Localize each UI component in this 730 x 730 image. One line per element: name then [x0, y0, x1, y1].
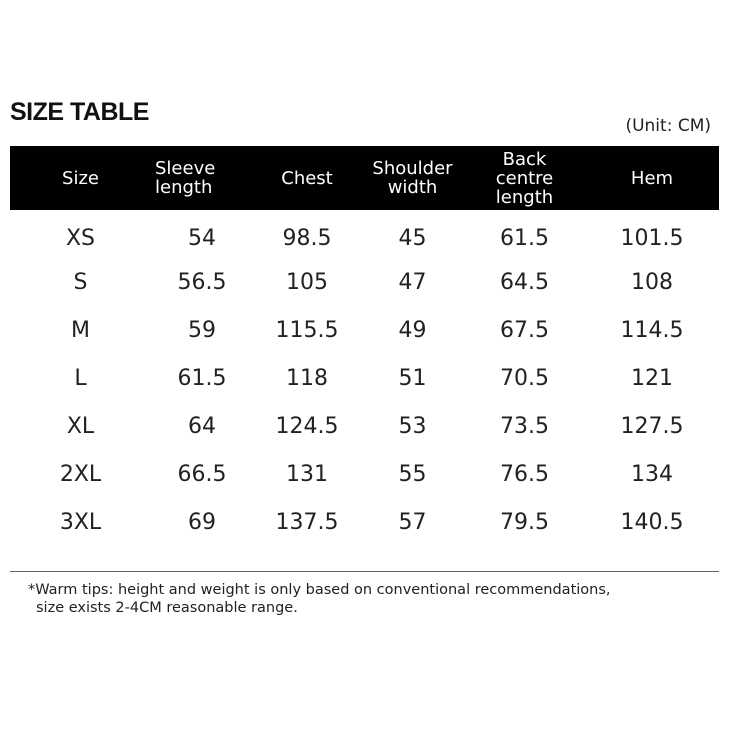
cell-size: 2XL — [59, 461, 102, 487]
cell-sleeve-length: 69 — [188, 509, 216, 535]
cell-back-centre-length: 70.5 — [500, 365, 549, 391]
cell-shoulder-width: 47 — [398, 269, 427, 295]
cell-back-centre-length: 64.5 — [500, 269, 549, 295]
table-row — [10, 306, 719, 354]
table-row — [10, 258, 719, 306]
page-title: SIZE TABLE — [10, 98, 149, 126]
cell-shoulder-width: 45 — [398, 225, 427, 251]
column-header-back-centre-length: Back centre length — [495, 148, 554, 208]
cell-chest: 115.5 — [275, 317, 339, 343]
cell-chest: 118 — [286, 365, 328, 391]
cell-shoulder-width: 51 — [398, 365, 427, 391]
column-header-sleeve-length: Sleeve length — [155, 158, 216, 198]
table-header-row — [10, 146, 719, 210]
table-row — [10, 498, 719, 546]
cell-size: XL — [66, 413, 95, 439]
cell-chest: 98.5 — [282, 225, 332, 251]
cell-sleeve-length: 54 — [188, 225, 216, 251]
table-row — [10, 354, 719, 402]
cell-hem: 108 — [631, 269, 673, 295]
cell-back-centre-length: 79.5 — [500, 509, 549, 535]
table-row — [10, 402, 719, 450]
column-header-hem: Hem — [630, 167, 674, 189]
column-header-size: Size — [62, 167, 99, 189]
cell-back-centre-length: 61.5 — [500, 225, 549, 251]
cell-sleeve-length: 59 — [188, 317, 216, 343]
table-row — [10, 450, 719, 498]
cell-size: 3XL — [59, 509, 102, 535]
cell-sleeve-length: 66.5 — [177, 461, 227, 487]
cell-chest: 124.5 — [275, 413, 339, 439]
footnote — [28, 581, 708, 617]
cell-hem: 101.5 — [620, 225, 684, 251]
cell-size: L — [74, 365, 87, 391]
cell-sleeve-length: 64 — [188, 413, 216, 439]
footnote-line-1: *Warm tips: height and weight is only based on conventional recommendations, — [28, 582, 611, 598]
cell-back-centre-length: 67.5 — [500, 317, 549, 343]
cell-chest: 131 — [286, 461, 328, 487]
column-header-shoulder-width: Shoulder width — [372, 158, 453, 198]
cell-chest: 137.5 — [275, 509, 339, 535]
cell-hem: 127.5 — [620, 413, 684, 439]
cell-hem: 114.5 — [620, 317, 684, 343]
cell-back-centre-length: 76.5 — [500, 461, 549, 487]
table-body — [10, 210, 719, 546]
cell-shoulder-width: 57 — [398, 509, 427, 535]
cell-size: M — [71, 317, 90, 343]
unit-note: (Unit: CM) — [625, 116, 711, 136]
cell-chest: 105 — [286, 269, 328, 295]
cell-size: S — [73, 269, 88, 295]
cell-shoulder-width: 53 — [398, 413, 427, 439]
table-row — [10, 210, 719, 258]
footnote-line-2: size exists 2-4CM reasonable range. — [36, 600, 298, 616]
cell-size: XS — [65, 225, 96, 251]
column-header-chest: Chest — [281, 167, 333, 189]
cell-hem: 134 — [631, 461, 673, 487]
divider — [10, 571, 719, 572]
cell-sleeve-length: 61.5 — [177, 365, 227, 391]
cell-shoulder-width: 49 — [398, 317, 427, 343]
cell-hem: 121 — [631, 365, 673, 391]
size-table — [10, 146, 719, 546]
cell-hem: 140.5 — [620, 509, 684, 535]
cell-sleeve-length: 56.5 — [177, 269, 227, 295]
cell-back-centre-length: 73.5 — [500, 413, 549, 439]
cell-shoulder-width: 55 — [398, 461, 427, 487]
